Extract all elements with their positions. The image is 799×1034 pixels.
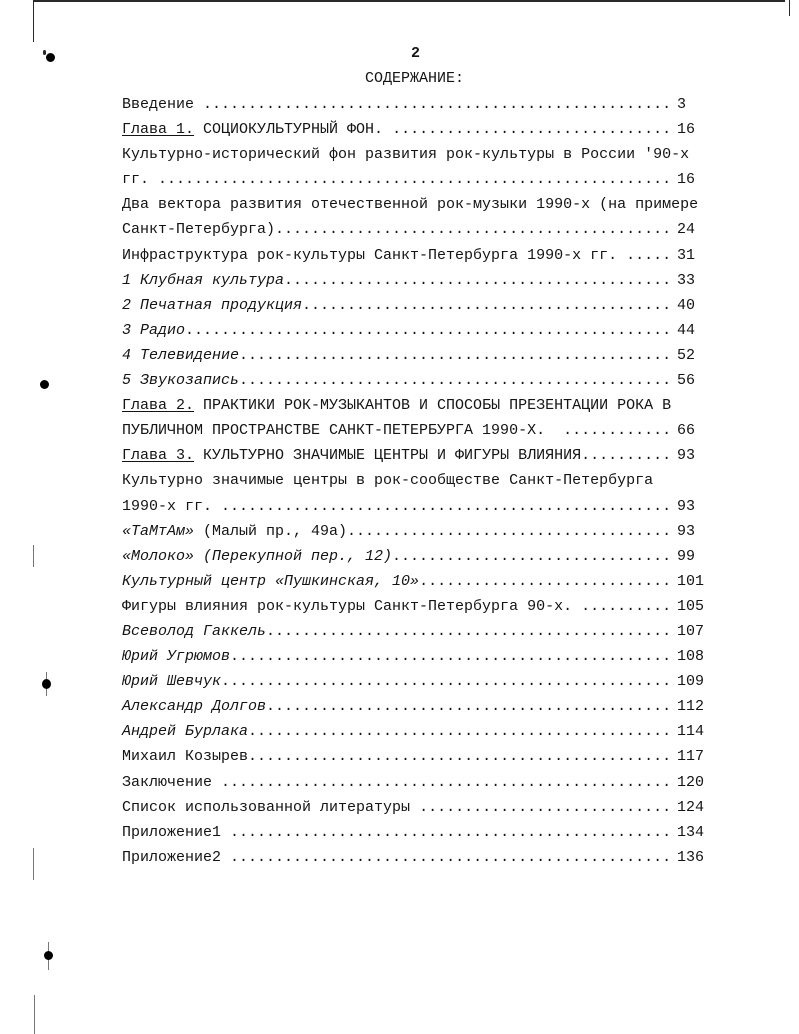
dot-leader: [230, 845, 668, 870]
toc-page-number: 93: [677, 522, 696, 540]
dot-leader: [419, 795, 668, 820]
toc-entry-label: [122, 845, 230, 870]
toc-entry-text: «ТаМтАм»: [122, 522, 195, 540]
toc-entry-text: Юрий Шевчук: [122, 673, 222, 691]
toc-entry-row: [122, 845, 705, 870]
toc-entry-row: [122, 368, 705, 393]
toc-entry-row: [122, 343, 705, 368]
toc-entry-row: [122, 694, 705, 719]
toc-page-number: 33: [677, 271, 696, 289]
toc-page-number: 112: [677, 698, 705, 716]
dot-leader: [266, 619, 668, 644]
toc-page-number: 117: [677, 748, 705, 766]
toc-entry-text: 2 Печатная продукция: [122, 296, 303, 314]
toc-entry-text: Заключение: [122, 773, 222, 791]
toc-page-number: 56: [677, 372, 696, 390]
toc-entry-label: [122, 243, 626, 268]
toc-entry-text: Андрей Бурлака: [122, 723, 249, 741]
toc-entry-text: Культурно значимые центры в рок-сообществе Санкт-Петербурга: [122, 472, 654, 490]
toc-entry-line: [122, 468, 705, 493]
dot-leader: [563, 418, 668, 443]
dot-leader: [221, 494, 668, 519]
toc-page-number: 134: [677, 823, 705, 841]
toc-page-number: 44: [677, 321, 696, 339]
toc-entry-label: [122, 820, 230, 845]
toc-entry-line: [122, 142, 705, 167]
toc-entry-label: [122, 770, 221, 795]
toc-entry-text: (Малый пр., 49а): [194, 522, 348, 540]
toc-entry-row: [122, 217, 705, 242]
dot-leader: [221, 669, 668, 694]
toc-entry-text: СОЦИОКУЛЬТУРНЫЙ ФОН.: [194, 121, 393, 139]
toc-entry-row: [122, 795, 705, 820]
dot-leader: [221, 770, 668, 795]
toc-entry-row: [122, 318, 705, 343]
toc-entry-label: [122, 293, 302, 318]
toc-page-number: 101: [677, 572, 705, 590]
punch-hole-mark: [42, 679, 51, 689]
dot-leader: [230, 820, 668, 845]
toc-entry-row: [122, 669, 705, 694]
scan-left-edge-line: [33, 545, 34, 567]
toc-entry-text: Всеволод Гаккель: [122, 622, 267, 640]
toc-entry-text: Культурно-исторический фон развития рок-культуры в России '90-х: [122, 146, 690, 164]
toc-entry-row: [122, 92, 705, 117]
dot-leader: [266, 694, 668, 719]
toc-entry-row: [122, 544, 705, 569]
toc-page-number: 40: [677, 296, 696, 314]
toc-entry-label: [122, 719, 248, 744]
dot-leader: [419, 569, 668, 594]
toc-entry-text: 1990-х гг.: [122, 497, 222, 515]
toc-page-number: 3: [677, 96, 687, 113]
toc-entry-row: [122, 770, 705, 795]
toc-entry-text: Михаил Козырев: [122, 748, 249, 766]
toc-entry-label: [122, 544, 392, 569]
punch-hole-mark: [44, 951, 53, 960]
toc-entry-label: [122, 569, 419, 594]
toc-entry-line: [122, 192, 705, 217]
toc-entry-label: [122, 644, 230, 669]
table-of-contents: [122, 92, 705, 870]
toc-entry-text: ПРАКТИКИ РОК-МУЗЫКАНТОВ И СПОСОБЫ ПРЕЗЕНТАЦИИ РОКА В: [194, 397, 672, 415]
dot-leader: [347, 519, 668, 544]
toc-entry-row: [122, 117, 705, 142]
scan-top-edge-line: [33, 0, 785, 2]
toc-page-number: 16: [677, 171, 696, 189]
dot-leader: [248, 719, 668, 744]
toc-entry-row: [122, 744, 705, 769]
toc-page-number: 66: [677, 422, 696, 440]
toc-page-number: 120: [677, 773, 705, 791]
toc-entry-label: [122, 468, 653, 493]
dot-leader: [239, 368, 668, 393]
toc-entry-row: [122, 594, 705, 619]
toc-entry-text: Приложение2: [122, 848, 231, 866]
dot-leader: [185, 318, 668, 343]
toc-entry-line: [122, 393, 705, 418]
toc-entry-label: [122, 443, 590, 468]
toc-entry-row: [122, 569, 705, 594]
toc-page-number: 105: [677, 597, 705, 615]
toc-entry-label: [122, 117, 392, 142]
toc-entry-row: [122, 820, 705, 845]
toc-page-number: 109: [677, 673, 705, 691]
dot-leader: [302, 293, 668, 318]
scan-left-edge-line: [34, 995, 35, 1034]
toc-entry-text: Два вектора развития отечественной рок-музыки 1990-х (на примере: [122, 196, 699, 214]
chapter-label: Глава 3.: [122, 447, 195, 465]
toc-page-number: 107: [677, 622, 705, 640]
dot-leader: [590, 443, 668, 468]
punch-hole-mark: [40, 380, 49, 389]
toc-entry-label: [122, 519, 347, 544]
toc-entry-label: [122, 318, 185, 343]
toc-page-number: 93: [677, 497, 696, 515]
chapter-label: Глава 1.: [122, 121, 195, 139]
toc-page-number: 52: [677, 346, 696, 364]
toc-page-number: 114: [677, 723, 705, 741]
toc-page-number: 31: [677, 246, 696, 264]
toc-entry-text: Культурный центр «Пушкинская, 10»: [122, 572, 420, 590]
toc-entry-label: [122, 217, 275, 242]
toc-entry-text: Юрий Угрюмов: [122, 648, 231, 666]
toc-entry-row: [122, 167, 705, 192]
toc-page-number: 16: [677, 121, 696, 139]
dot-leader: [239, 343, 668, 368]
toc-entry-row: [122, 644, 705, 669]
scan-left-edge-line: [33, 0, 34, 42]
toc-entry-label: [122, 418, 563, 443]
toc-entry-row: [122, 494, 705, 519]
toc-page-number: 124: [677, 798, 705, 816]
toc-entry-label: [122, 694, 266, 719]
toc-entry-text: ПУБЛИЧНОМ ПРОСТРАНСТВЕ САНКТ-ПЕТЕРБУРГА 1990-Х.: [122, 422, 564, 440]
punch-hole-notch: [43, 50, 46, 55]
toc-entry-text: Приложение1: [122, 823, 231, 841]
toc-entry-row: [122, 243, 705, 268]
toc-entry-label: [122, 494, 221, 519]
punch-hole-mark: [46, 53, 55, 62]
dot-leader: [203, 92, 668, 117]
toc-entry-label: [122, 368, 239, 393]
dot-leader: [392, 544, 668, 569]
toc-entry-text: 1 Клубная культура: [122, 271, 285, 289]
toc-entry-text: Санкт-Петербурга): [122, 221, 276, 239]
dot-leader: [158, 167, 668, 192]
toc-entry-row: [122, 619, 705, 644]
toc-entry-label: [122, 142, 689, 167]
toc-entry-row: [122, 443, 705, 468]
toc-entry-row: [122, 293, 705, 318]
dot-leader: [230, 644, 668, 669]
toc-entry-text: Введение: [122, 96, 204, 113]
toc-entry-label: [122, 192, 698, 217]
toc-entry-label: [122, 619, 266, 644]
toc-entry-row: [122, 519, 705, 544]
toc-entry-text: 5 Звукозапись: [122, 372, 240, 390]
dot-leader: [248, 744, 668, 769]
toc-page-number: 136: [677, 848, 705, 866]
chapter-label: Глава 2.: [122, 397, 195, 415]
toc-entry-label: [122, 594, 581, 619]
toc-entry-row: [122, 268, 705, 293]
toc-entry-row: [122, 719, 705, 744]
toc-entry-label: [122, 268, 284, 293]
toc-page-number: 24: [677, 221, 696, 239]
toc-entry-text: 4 Телевидение: [122, 346, 240, 364]
dot-leader: [284, 268, 668, 293]
dot-leader: [581, 594, 668, 619]
toc-entry-text: КУЛЬТУРНО ЗНАЧИМЫЕ ЦЕНТРЫ И ФИГУРЫ ВЛИЯНИЯ.: [194, 447, 591, 465]
toc-title: СОДЕРЖАНИЕ:: [365, 70, 465, 87]
toc-entry-label: [122, 92, 203, 117]
toc-page-number: 108: [677, 648, 705, 666]
page-number: 2: [411, 45, 421, 62]
toc-page-number: 99: [677, 547, 696, 565]
toc-entry-label: [122, 393, 671, 418]
dot-leader: [626, 243, 668, 268]
dot-leader: [275, 217, 668, 242]
toc-entry-text: Инфраструктура рок-культуры Санкт-Петербурга 1990-х гг.: [122, 246, 627, 264]
toc-entry-text: гг.: [122, 171, 159, 189]
dot-leader: [392, 117, 668, 142]
toc-entry-row: [122, 418, 705, 443]
toc-page-number: 93: [677, 447, 696, 465]
toc-entry-text: Александр Долгов: [122, 698, 267, 716]
toc-entry-label: [122, 795, 419, 820]
toc-entry-text: Список использованной литературы: [122, 798, 420, 816]
toc-entry-label: [122, 343, 239, 368]
toc-entry-text: Фигуры влияния рок-культуры Санкт-Петербурга 90-х.: [122, 597, 582, 615]
toc-entry-text: 3 Радио: [122, 321, 186, 339]
toc-entry-text: «Молоко» (Перекупной пер., 12): [122, 547, 393, 565]
toc-entry-label: [122, 744, 248, 769]
toc-entry-label: [122, 167, 158, 192]
toc-entry-label: [122, 669, 221, 694]
scan-right-edge-line: [789, 0, 790, 16]
scan-left-edge-line: [33, 848, 34, 880]
